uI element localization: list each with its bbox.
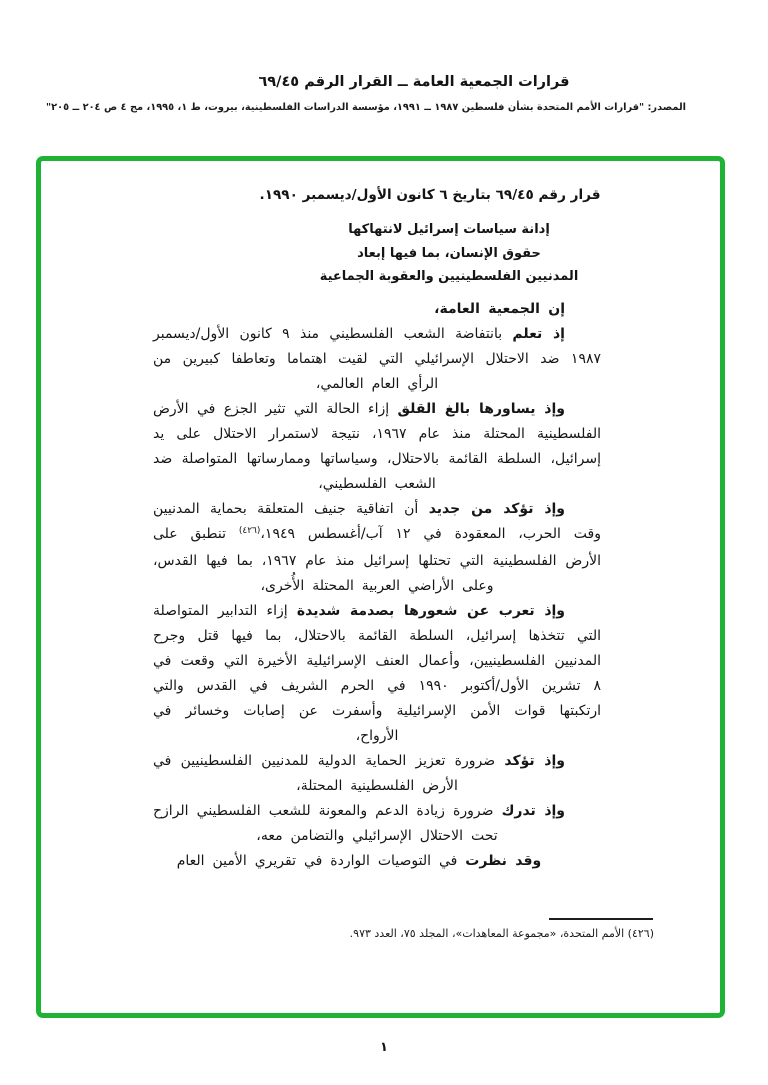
- paragraph-lead-in: وإذ تؤكد: [504, 753, 565, 769]
- paragraph-text: إزاء التدابير المتواصلة التي تتخذها إسرائيل، السلطة القائمة بالاحتلال، بما فيها قتل وجرح المدنيين الفلسطينيين، وأعمال العنف الإسرائيلية الأخيرة التي وقعت في ٨ تشرين الأول/أكتوبر ١٩٩٠ في الحرم الشريف في القدس والتي ارتكبتها قوات الأمن الإسرائيلية وأسفرت عن إصابات وخسائر في الأرواح،: [153, 603, 601, 744]
- paragraph-text: أن اتفاقية جنيف المتعلقة بحماية المدنيين وقت الحرب، المعقودة في ١٢ آب/أغسطس ١٩٤٩،: [153, 501, 601, 542]
- resolution-paragraph: [153, 297, 601, 322]
- paragraph-text: ضرورة تعزيز الحماية الدولية للمدنيين الفلسطينيين في الأرض الفلسطينية المحتلة،: [153, 753, 505, 794]
- subtitle-line: المدنيين الفلسطينيين والعقوبة الجماعية: [319, 269, 579, 284]
- resolution-paragraph: [153, 749, 601, 799]
- paragraph-lead-in: وإذ تعرب عن شعورها بصدمة شديدة: [296, 603, 566, 619]
- resolution-title: قرار رقم ٦٩/٤٥ بتاريخ ٦ كانون الأول/ديسمبر ١٩٩٠.: [259, 187, 601, 203]
- document-green-frame: [36, 156, 725, 1018]
- source-citation: المصدر: "قرارات الأمم المتحدة بشأن فلسطين ١٩٨٧ ــ ١٩٩١، مؤسسة الدراسات الفلسطينية، بيروت، ط ١، ١٩٩٥، مج ٤ ص ٢٠٤ ــ ٢٠٥": [46, 102, 686, 113]
- paragraph-text: تنطبق على الأرض الفلسطينية التي تحتلها إسرائيل منذ عام ١٩٦٧، بما فيها القدس، وعلى الأراضي العربية المحتلة الأُخرى،: [153, 526, 601, 594]
- paragraph-lead-in: وقد نظرت: [465, 853, 542, 869]
- paragraph-text: بانتفاضة الشعب الفلسطيني منذ ٩ كانون الأول/ديسمبر ١٩٨٧ ضد الاحتلال الإسرائيلي التي لقيت اهتماما وتعاطفا كبيرين من الرأي العام العالمي،: [153, 326, 601, 392]
- paragraph-text: ضرورة زيادة الدعم والمعونة للشعب الفلسطيني الرازح تحت الاحتلال الإسرائيلي والتضامن معه،: [153, 803, 502, 844]
- subtitle-line: إدانة سياسات إسرائيل لانتهاكها: [348, 222, 550, 237]
- paragraph-text: إزاء الحالة التي تثير الجزع في الأرض الفلسطينية المحتلة منذ عام ١٩٦٧، نتيجة لاستمرار الاحتلال على يد إسرائيل، السلطة القائمة بالاحتلال، وسياساتها وممارساتها المتواصلة ضد الشعب الفلسطيني،: [153, 401, 602, 492]
- resolution-paragraph: [153, 322, 601, 397]
- resolution-paragraph: [153, 397, 601, 497]
- paragraph-lead-in: وإذ يساورها بالغ القلق: [397, 401, 565, 417]
- resolution-subtitle: [284, 218, 614, 289]
- paragraph-text: في التوصيات الواردة في تقريري الأمين العام: [176, 853, 466, 869]
- paragraph-lead-in: إن الجمعية العامة،: [434, 301, 565, 317]
- footnote-text: (٤٢٦) الأمم المتحدة، «مجموعة المعاهدات»، المجلد ٧٥، العدد ٩٧٣.: [349, 927, 654, 940]
- paragraph-lead-in: إذ تعلم: [512, 326, 565, 342]
- footnote-separator: [549, 918, 653, 920]
- resolution-paragraph: [153, 849, 601, 874]
- paragraph-lead-in: وإذ تدرك: [501, 803, 566, 819]
- resolution-body: [153, 297, 601, 874]
- subtitle-line: حقوق الإنسان، بما فيها إبعاد: [357, 245, 541, 261]
- resolution-paragraph: [153, 599, 601, 749]
- page-header-title: قرارات الجمعية العامة ــ القرار الرقم ٦٩/٤٥: [258, 74, 570, 90]
- resolution-paragraph: [153, 497, 601, 599]
- page-number: ١: [380, 1040, 388, 1055]
- paragraph-lead-in: وإذ تؤكد من جديد: [428, 501, 565, 517]
- resolution-paragraph: [153, 799, 601, 849]
- footnote-reference: (٤٢٦): [238, 526, 261, 536]
